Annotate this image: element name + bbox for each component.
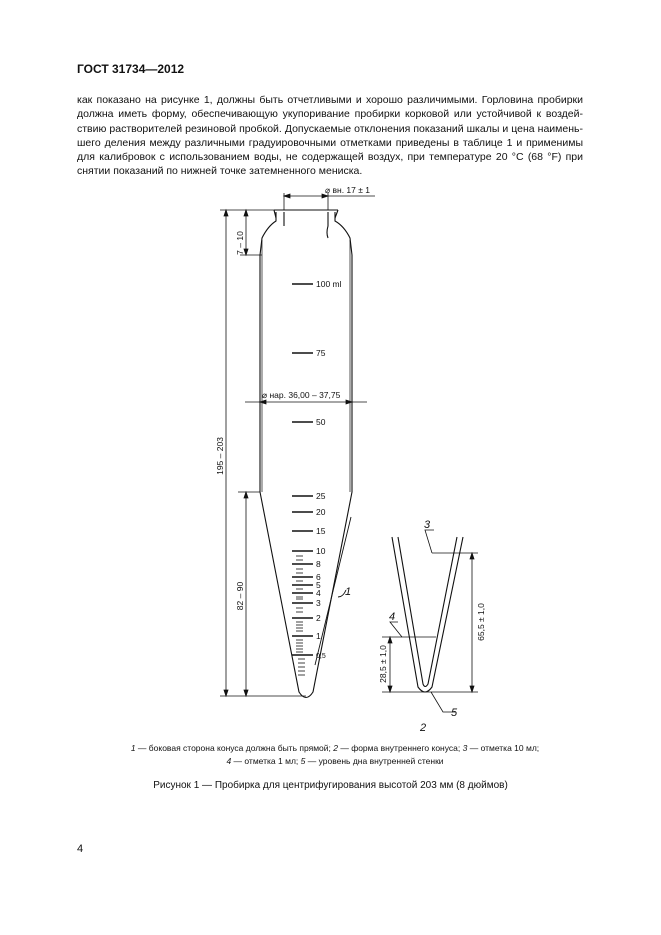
dim-total-label: 195 – 203 <box>215 437 225 475</box>
body-line: снятии показаний по нижней точке затемненного мениска. <box>77 165 363 178</box>
scale-label: 0,5 <box>316 653 326 660</box>
body-line: ствию растворителей резиновой пробкой. Допускаемые отклонения показаний шкалы и цена наимень- <box>77 122 583 135</box>
legend-num: 5 <box>300 756 306 766</box>
legend-text: — отметка 1 мл; <box>231 756 301 766</box>
body-line: для калибровок с использованием воды, не содержащей воздух, при температуре 20 °C (68 °F) при <box>77 151 583 164</box>
tube-lip <box>274 210 338 238</box>
scale-label: 100 ml <box>316 279 342 289</box>
dim-right-big-label: 65,5 ± 1,0 <box>476 603 486 641</box>
callout-3: 3 <box>424 519 431 531</box>
body-line: должна иметь форму, обеспечивающую укупоривание пробирки корковой или устойчивой к воздей- <box>77 108 583 121</box>
scale-label: 10 <box>316 546 326 556</box>
figure-caption: Рисунок 1 — Пробирка для центрифугирования высотой 203 мм (8 дюймов) <box>153 780 508 791</box>
scale-label: 2 <box>316 613 321 623</box>
dim-neck-label: ⌀ вн. 17 ± 1 <box>325 185 370 195</box>
dim-cone-label: 82 – 90 <box>235 581 245 611</box>
legend-text: — отметка 10 мл; <box>467 743 540 753</box>
legend-text: — боковая сторона конуса должна быть прямой; <box>135 743 334 753</box>
callout-1: 1 <box>345 586 352 598</box>
legend-num: 1 <box>130 743 136 753</box>
scale-label: 8 <box>316 559 321 569</box>
legend-text: — уровень дна внутренней стенки <box>305 756 444 766</box>
callout-5: 5 <box>451 707 458 719</box>
legend-text: — форма внутреннего конуса; <box>337 743 463 753</box>
figure-legend <box>100 742 570 768</box>
scale-label: 1 <box>316 631 321 641</box>
scale-label: 4 <box>316 588 321 598</box>
dim-body-label: ⌀ нар. 36,00 – 37,75 <box>262 390 341 400</box>
scale-label: 50 <box>316 417 326 427</box>
scale-label: 15 <box>316 526 326 536</box>
body-line: шего деления между различными градуировочными отметками приведены в таблице 1 и применимы <box>77 136 583 149</box>
legend-num: 4 <box>226 756 232 766</box>
scale-label: 20 <box>316 507 326 517</box>
inner-cone-inner-wall <box>398 537 457 687</box>
scale-label: 75 <box>316 348 326 358</box>
scale-label: 5 <box>316 580 321 590</box>
legend-num: 2 <box>333 743 338 753</box>
legend-num: 3 <box>462 743 468 753</box>
scale-label: 6 <box>316 572 321 582</box>
scale-label: 25 <box>316 491 326 501</box>
dim-top-label: 7 – 10 <box>235 231 245 255</box>
body-line: как показано на рисунке 1, должны быть отчетливыми и хорошо различимыми. Горловина пробирки <box>77 94 583 106</box>
callout-2: 2 <box>420 722 427 734</box>
scale-label: 3 <box>316 598 321 608</box>
document-header: ГОСТ 31734—2012 <box>77 62 185 76</box>
dim-right-small-label: 28,5 ± 1,0 <box>378 645 388 683</box>
page-number: 4 <box>77 843 84 855</box>
minor-graduation-marks <box>296 556 305 675</box>
callout-4: 4 <box>389 611 396 623</box>
